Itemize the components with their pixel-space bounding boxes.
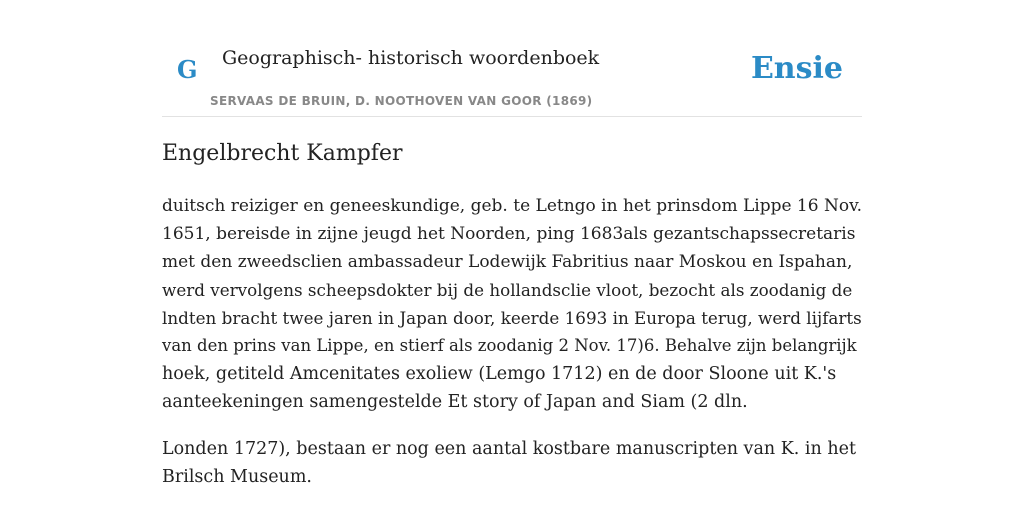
- paragraph-line: Brilsch Museum.: [162, 467, 312, 487]
- book-title[interactable]: Geographisch- historisch woordenboek: [222, 47, 600, 69]
- paragraph-line: met den zweedsclien ambassadeur Lodewijk Fabritius naar Moskou en Ispahan,: [162, 252, 853, 272]
- paragraph-line: lndten bracht twee jaren in Japan door, keerde 1693 in Europa terug, werd lijfarts: [162, 308, 862, 328]
- paragraph-line: werd vervolgens scheepsdokter bij de hollandsclie vloot, bezocht als zoodanig de: [162, 280, 853, 300]
- ensie-logo-link[interactable]: Ensie: [750, 51, 843, 86]
- entry-title: Engelbrecht Kampfer: [162, 141, 403, 166]
- paragraph-line: duitsch reiziger en geneeskundige, geb. te Letngo in het prinsdom Lippe 16 Nov.: [162, 196, 863, 216]
- paragraph-line: van den prins van Lippe, en stierf als zoodanig 2 Nov. 17)6. Behalve zijn belangrijk: [162, 336, 857, 355]
- book-authors: SERVAAS DE BRUIN, D. NOOTHOVEN VAN GOOR (1869): [210, 94, 593, 108]
- entry-paragraph: [162, 435, 862, 491]
- book-logo-letter[interactable]: G: [177, 55, 198, 84]
- paragraph-line: hoek, getiteld Amcenitates exoliew (Lemgo 1712) en de door Sloone uit K.'s: [162, 364, 837, 384]
- paragraph-line: 1651, bereisde in zijne jeugd het Noorden, ping 1683als gezantschapssecretaris: [162, 224, 856, 244]
- entry-paragraph: [162, 192, 862, 416]
- book-header: [162, 0, 862, 117]
- entry-body: [162, 192, 862, 510]
- paragraph-line: aanteekeningen samengestelde Et story of Japan and Siam (2 dln.: [162, 392, 748, 412]
- paragraph-line: Londen 1727), bestaan er nog een aantal kostbare manuscripten van K. in het: [162, 439, 857, 459]
